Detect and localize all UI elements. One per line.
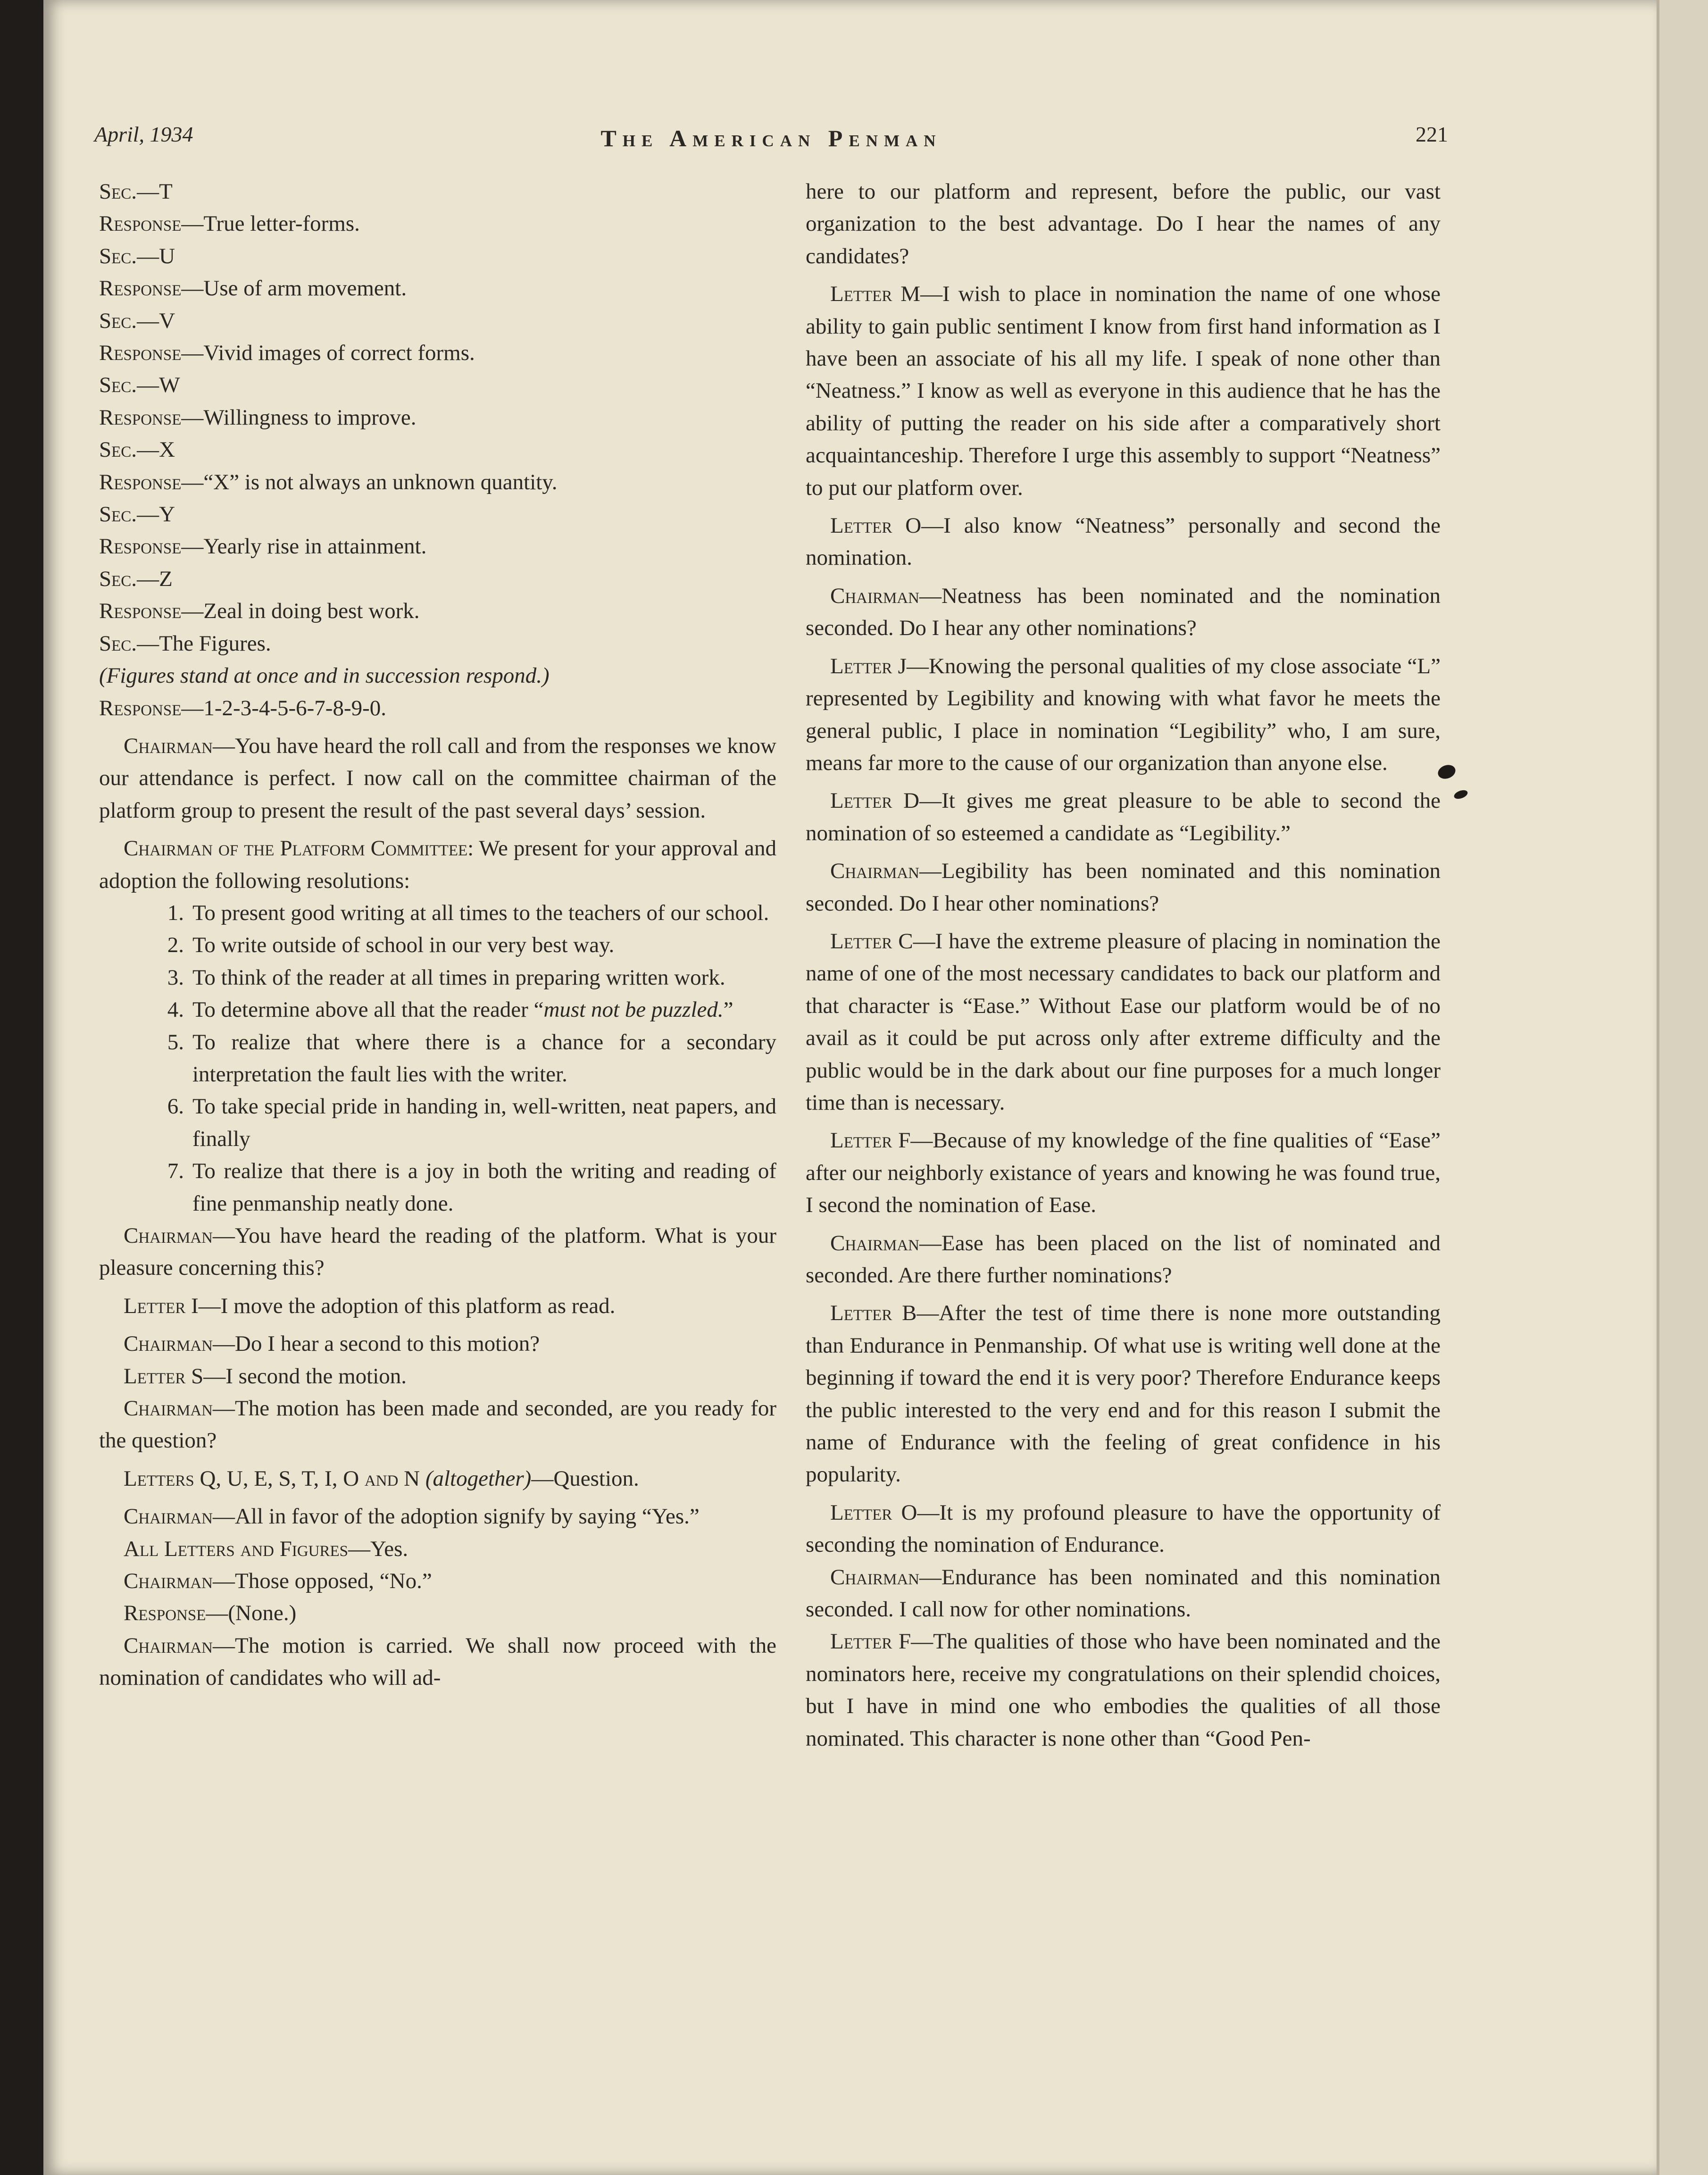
roll-call-line: Response—Zeal in doing best work. [99,599,420,624]
dialogue-paragraph: Letter S—I second the motion. [124,1364,407,1389]
nomination-paragraph: Letter F—The qualities of those who have been nominated and the nominators here, receive my congratulations on their splendid choices, but I have in mind one who embodies the qualities of all those nominated. This character is none other than “Good Pen- [806,1629,1441,1751]
nomination-paragraph: Chairman—Legibility has been nominated and this nomination seconded. Do I hear other nominations? [806,859,1441,916]
nomination-paragraph: Letter O—I also know “Neatness” personally and second the nomination. [806,513,1441,570]
dialogue-paragraph: Chairman—You have heard the reading of the platform. What is your pleasure concerning this? [99,1223,776,1280]
figures-response: Response—1-2-3-4-5-6-7-8-9-0. [99,695,387,720]
dialogue-paragraph: Chairman—Do I hear a second to this motion? [124,1331,540,1356]
dialogue-paragraph: Response—(None.) [124,1601,297,1626]
dialogue-paragraph: All Letters and Figures—Yes. [124,1536,408,1561]
roll-call-line: Sec.—V [99,308,175,333]
nomination-paragraph: Chairman—Neatness has been nominated and the nomination seconded. Do I hear any other nominations? [806,583,1441,641]
binding-gutter [0,0,43,2175]
running-header [94,122,1448,159]
nomination-paragraph: Letter J—Knowing the personal qualities of my close associate “L” represented by Legibility and knowing with what favor he meets the general public, I place in nomination “Legibility” who, I am sure, means far more to the cause of our organization than anyone else. [806,653,1441,775]
roll-call-list [99,176,776,724]
chairman-call: Chairman—You have heard the roll call and from the responses we know our attendance is perfect. I now call on the committee chairman of the platform group to present the result of the past several days’ session. [99,733,776,823]
resolution-item: 2. To write outside of school in our very best way. [167,933,615,958]
page-number: 221 [1416,122,1448,146]
page-edge [1657,0,1708,2175]
roll-call-line: Sec.—T [99,179,173,204]
continued-paragraph: here to our platform and represent, before the public, our vast organization to the best advantage. Do I hear the names of any candidates? [806,179,1441,268]
resolution-item: 5. To realize that where there is a chance for a secondary interpretation the fault lies with the writer. [167,1029,776,1087]
roll-call-line: Sec.—X [99,437,175,462]
roll-call-line: Sec.—The Figures. [99,631,271,656]
stage-direction: (Figures stand at once and in succession respond.) [99,663,550,688]
letters-question: Letters Q, U, E, S, T, I, O and N (altogether)—Question. [124,1466,639,1491]
left-column [99,176,776,1694]
resolution-item: 4. To determine above all that the reader “must not be puzzled.” [167,997,733,1022]
resolution-item: 3. To think of the reader at all times in preparing written work. [167,965,725,990]
platform-committee-statement: Chairman of the Platform Committee: We present for your approval and adoption the following resolutions: [99,836,777,893]
dialogue-paragraph: Chairman—All in favor of the adoption signify by saying “Yes.” [124,1504,700,1529]
roll-call-line: Response—Vivid images of correct forms. [99,341,475,366]
roll-call-line: Response—Yearly rise in attainment. [99,534,427,559]
resolution-item: 6. To take special pride in handing in, well-written, neat papers, and finally [167,1094,776,1151]
roll-call-line: Sec.—W [99,373,180,398]
issue-date: April, 1934 [94,122,193,146]
roll-call-line: Response—“X” is not always an unknown quantity. [99,469,558,494]
nomination-paragraph: Chairman—Endurance has been nominated and this nomination seconded. I call now for other nominations. [806,1564,1441,1622]
dialogue-paragraph: Chairman—The motion is carried. We shall now proceed with the nomination of candidates who will ad- [99,1633,776,1690]
roll-call-line: Response—Use of arm movement. [99,276,407,301]
roll-call-line: Response—Willingness to improve. [99,405,417,430]
nomination-paragraph: Letter M—I wish to place in nomination the name of one whose ability to gain public sentiment I know from first hand information as I have been an associate of his all my life. I speak of none other than “Neatness.” I know as well as everyone in this audience that he has the ability of putting the reader on his side after a comparatively short acquaintanceship. Therefore I urge this assembly to support “Neatness” to put our platform over. [806,282,1441,500]
dialogue-paragraph: Chairman—Those opposed, “No.” [124,1569,432,1594]
nomination-paragraph: Letter C—I have the extreme pleasure of placing in nomination the name of one of the most necessary candidates to back our platform and that character is “Ease.” Without Ease our platform would be of no avail as it could be put across only after extreme difficulty and the public would be in the dark about our fine purposes for a much longer time than is necessary. [806,929,1441,1115]
resolution-item: 7. To realize that there is a joy in both the writing and reading of fine penmanship neatly done. [167,1159,776,1216]
nomination-paragraph: Letter D—It gives me great pleasure to be able to second the nomination of so esteemed a candidate as “Legibility.” [806,788,1441,845]
dialogue-paragraph: Chairman—The motion has been made and seconded, are you ready for the question? [99,1396,776,1453]
roll-call-line: Sec.—Y [99,502,175,527]
resolutions-list [99,897,776,1220]
dialogue-paragraph: Letter I—I move the adoption of this platform as read. [124,1293,616,1318]
nomination-paragraph: Letter B—After the test of time there is none more outstanding than Endurance in Penmanship. Of what use is writing well done at the beginning if toward the end it is very poor? Therefore Endurance keeps the public interested to the very end and for this reason I submit the name of Endurance with the feeling of great confidence in his popularity. [806,1301,1441,1487]
publication-title: The American Penman [600,125,942,151]
resolution-item: 1. To present good writing at all times to the teachers of our school. [167,900,769,925]
nomination-paragraph: Letter F—Because of my knowledge of the fine qualities of “Ease” after our neighborly existance of years and knowing he was found true, I second the nomination of Ease. [806,1128,1441,1218]
roll-call-line: Response—True letter-forms. [99,211,360,236]
roll-call-line: Sec.—U [99,243,175,268]
roll-call-line: Sec.—Z [99,566,173,591]
nomination-paragraph: Letter O—It is my profound pleasure to have the opportunity of seconding the nomination of Endurance. [806,1500,1441,1557]
nomination-paragraph: Chairman—Ease has been placed on the list of nominated and seconded. Are there further nominations? [806,1230,1441,1288]
right-column [806,176,1441,1755]
